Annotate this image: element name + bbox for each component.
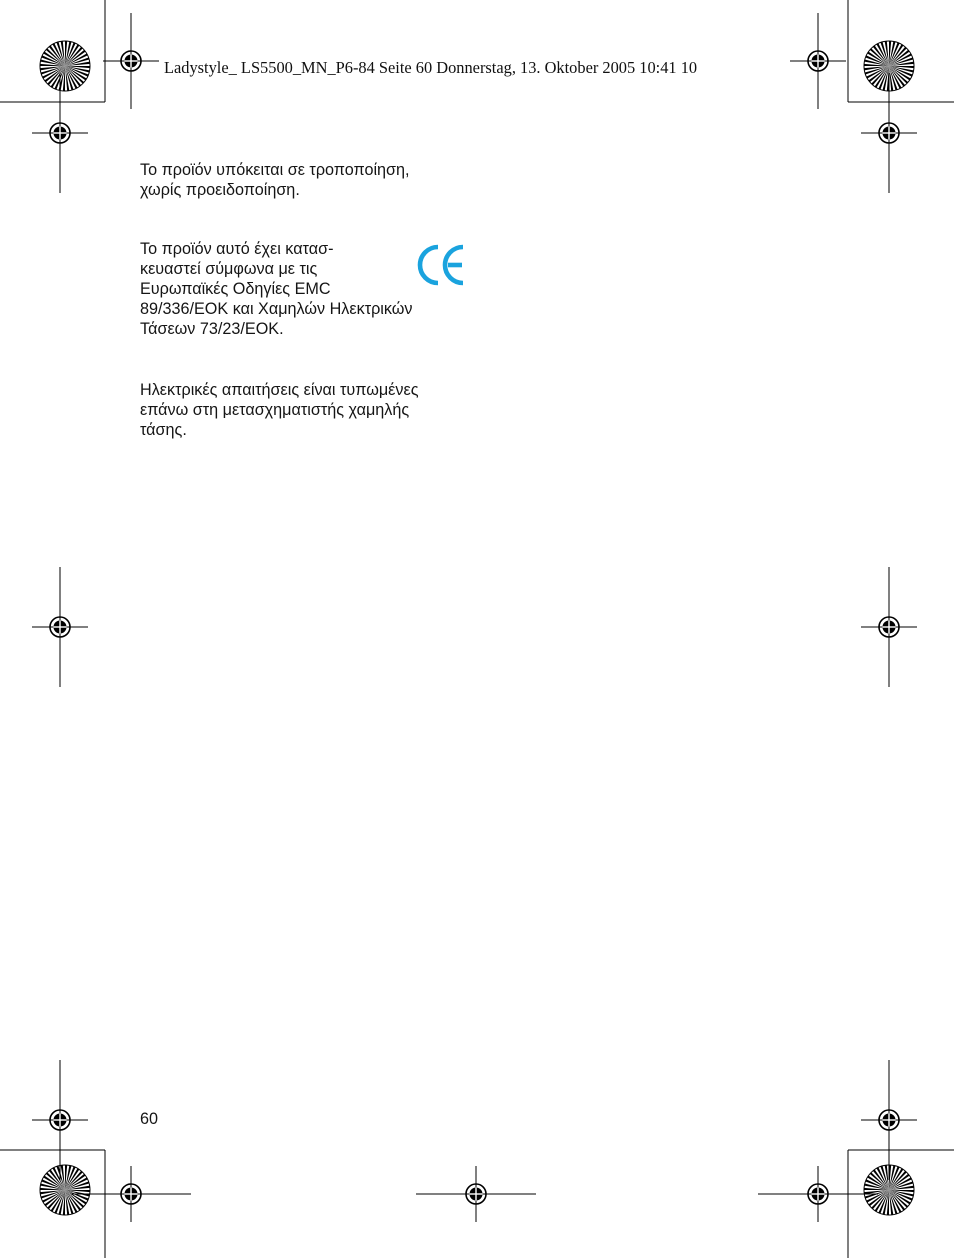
text-line: 89/336/EOK και Χαμηλών Ηλεκτρικών [140, 300, 413, 318]
text-line: Το προϊόν υπόκειται σε τροποποίηση, [140, 161, 410, 179]
modification-notice [140, 160, 410, 200]
print-job-header: Ladystyle_ LS5500_MN_P6-84 Seite 60 Donnerstag, 13. Oktober 2005 10:41 10 [164, 58, 698, 77]
text-line: Ηλεκτρικές απαιτήσεις είναι τυπωμένες [140, 381, 419, 399]
page-number: 60 [140, 1110, 159, 1128]
conformity-notice [140, 239, 413, 339]
text-line: τάσης. [140, 421, 187, 439]
text-line: κευαστεί σύμφωνα με τις [140, 260, 318, 278]
text-line: επάνω στη μετασχηματιστής χαμηλής [140, 401, 410, 419]
text-line: Τάσεων 73/23/EOK. [140, 320, 284, 338]
text-line: Το προϊόν αυτό έχει κατασ- [140, 240, 334, 258]
text-line: χωρίς προειδοποίηση. [140, 181, 300, 199]
ce-mark-icon [416, 242, 468, 288]
text-line: Ευρωπαϊκές Οδηγίες EMC [140, 280, 331, 298]
electrical-requirements-notice [140, 380, 419, 440]
